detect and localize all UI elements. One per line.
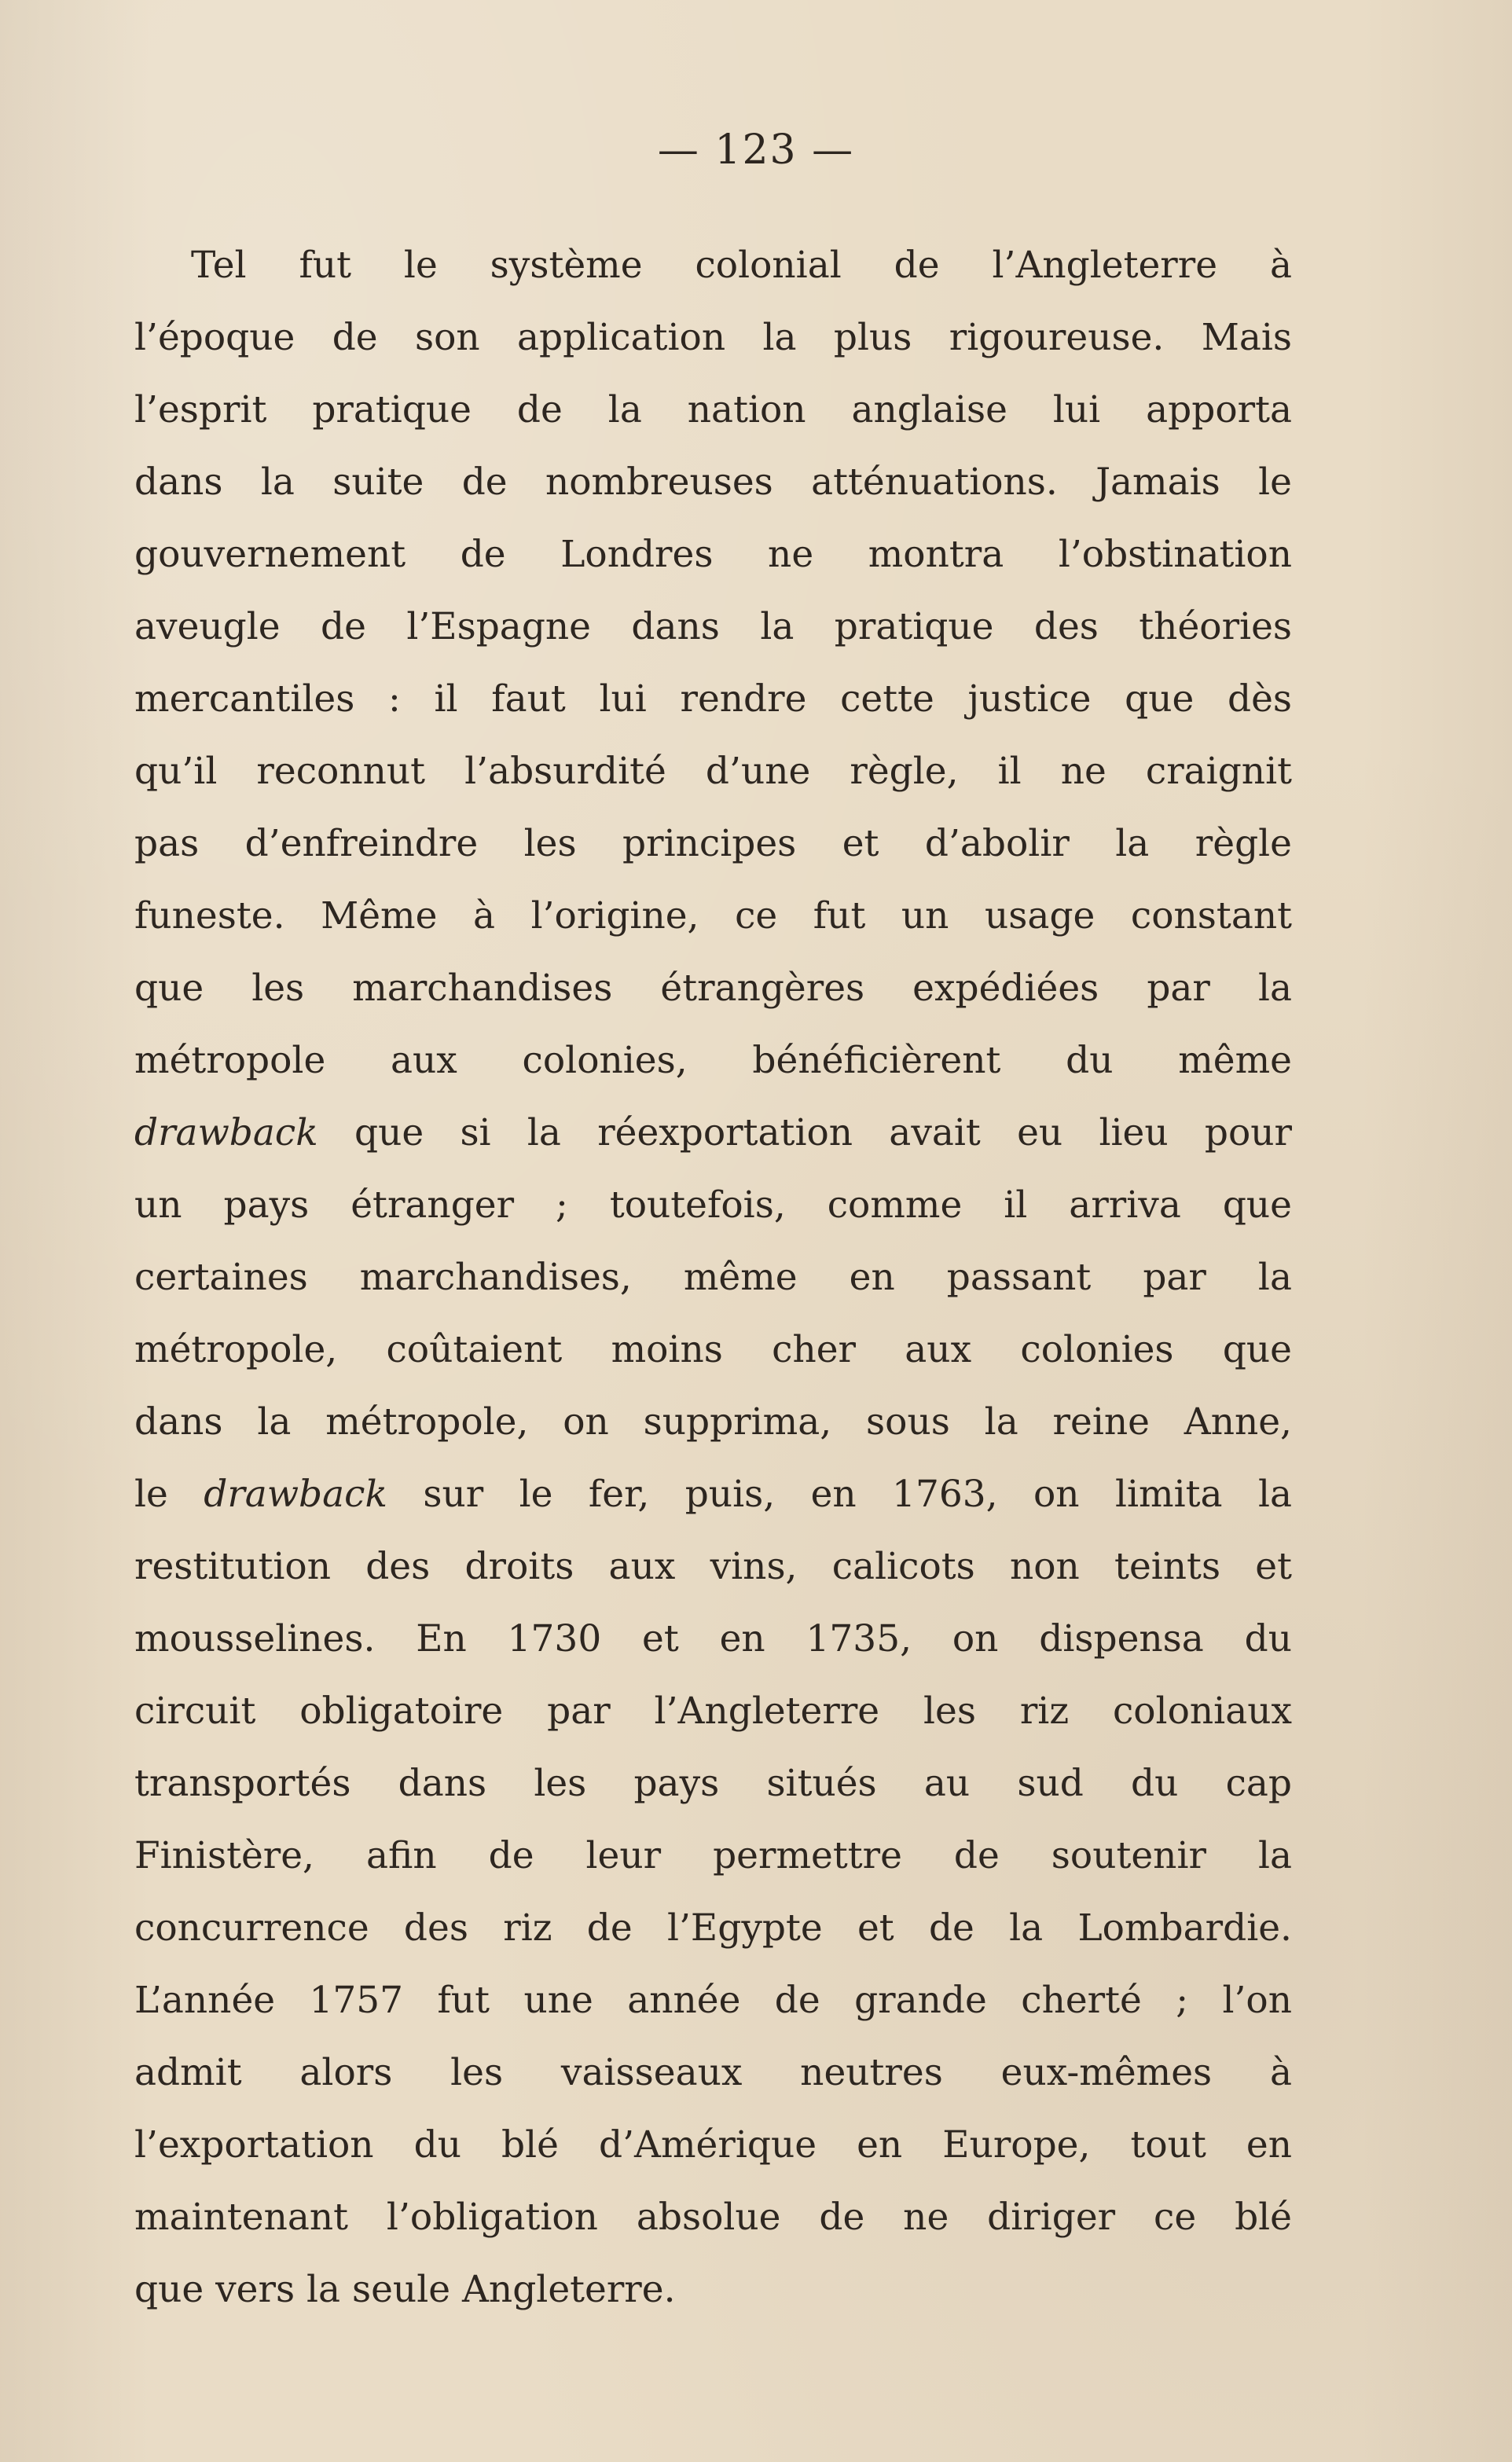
text-line: restitution des droits aux vins, calicots non teints et — [134, 1545, 1292, 1588]
text-line: circuit obligatoire par l’Angleterre les riz coloniaux — [134, 1690, 1292, 1733]
italic-term: drawback — [204, 1473, 387, 1516]
text-line: concurrence des riz de l’Egypte et de la Lombardie. — [134, 1906, 1292, 1950]
text-line: l’époque de son application la plus rigoureuse. Mais — [134, 316, 1292, 359]
text-line: métropole, coûtaient moins cher aux colonies que — [134, 1328, 1292, 1371]
text-line: funeste. Même à l’origine, ce fut un usage constant — [134, 894, 1292, 937]
text-fragment: sur le fer, puis, en 1763, on limita la — [387, 1473, 1292, 1516]
text-line: métropole aux colonies, bénéficièrent du même — [134, 1039, 1292, 1082]
text-line: gouvernement de Londres ne montra l’obstination — [134, 533, 1292, 576]
text-line: l’exportation du blé d’Amérique en Europe, tout en — [134, 2123, 1292, 2167]
text-line: pas d’enfreindre les principes et d’abolir la règle — [134, 822, 1292, 865]
text-fragment: que si la réexportation avait eu lieu pour — [317, 1111, 1292, 1154]
text-line: que les marchandises étrangères expédiées par la — [134, 967, 1292, 1010]
text-line: aveugle de l’Espagne dans la pratique des théories — [134, 605, 1292, 648]
text-line: maintenant l’obligation absolue de ne diriger ce blé — [134, 2196, 1292, 2239]
text-line-with-italic — [134, 1458, 1292, 1531]
text-line: certaines marchandises, même en passant par la — [134, 1256, 1292, 1299]
text-line: Finistère, afin de leur permettre de soutenir la — [134, 1834, 1292, 1877]
text-line: transportés dans les pays situés au sud du cap — [134, 1762, 1292, 1805]
page-number: — 123 — — [657, 127, 855, 174]
text-line: un pays étranger ; toutefois, comme il arriva que — [134, 1183, 1292, 1227]
text-line: L’année 1757 fut une année de grande cherté ; l’on — [134, 1979, 1292, 2022]
text-line-with-italic — [134, 1097, 1292, 1169]
text-line: Tel fut le système colonial de l’Angleterre à — [191, 244, 1292, 287]
text-line: mercantiles : il faut lui rendre cette justice que dès — [134, 677, 1292, 721]
text-line: qu’il reconnut l’absurdité d’une règle, il ne craignit — [134, 750, 1292, 793]
text-line: dans la suite de nombreuses atténuations. Jamais le — [134, 460, 1292, 504]
text-line: l’esprit pratique de la nation anglaise lui apporta — [134, 388, 1292, 431]
text-line: mousselines. En 1730 et en 1735, on dispensa du — [134, 1617, 1292, 1660]
text-line: dans la métropole, on supprima, sous la reine Anne, — [134, 1400, 1292, 1444]
text-line: que vers la seule Angleterre. — [134, 2268, 676, 2311]
text-fragment: le — [134, 1473, 204, 1516]
text-line: admit alors les vaisseaux neutres eux-mêmes à — [134, 2051, 1292, 2094]
main-paragraph — [134, 229, 1292, 2326]
italic-term: drawback — [134, 1111, 318, 1154]
